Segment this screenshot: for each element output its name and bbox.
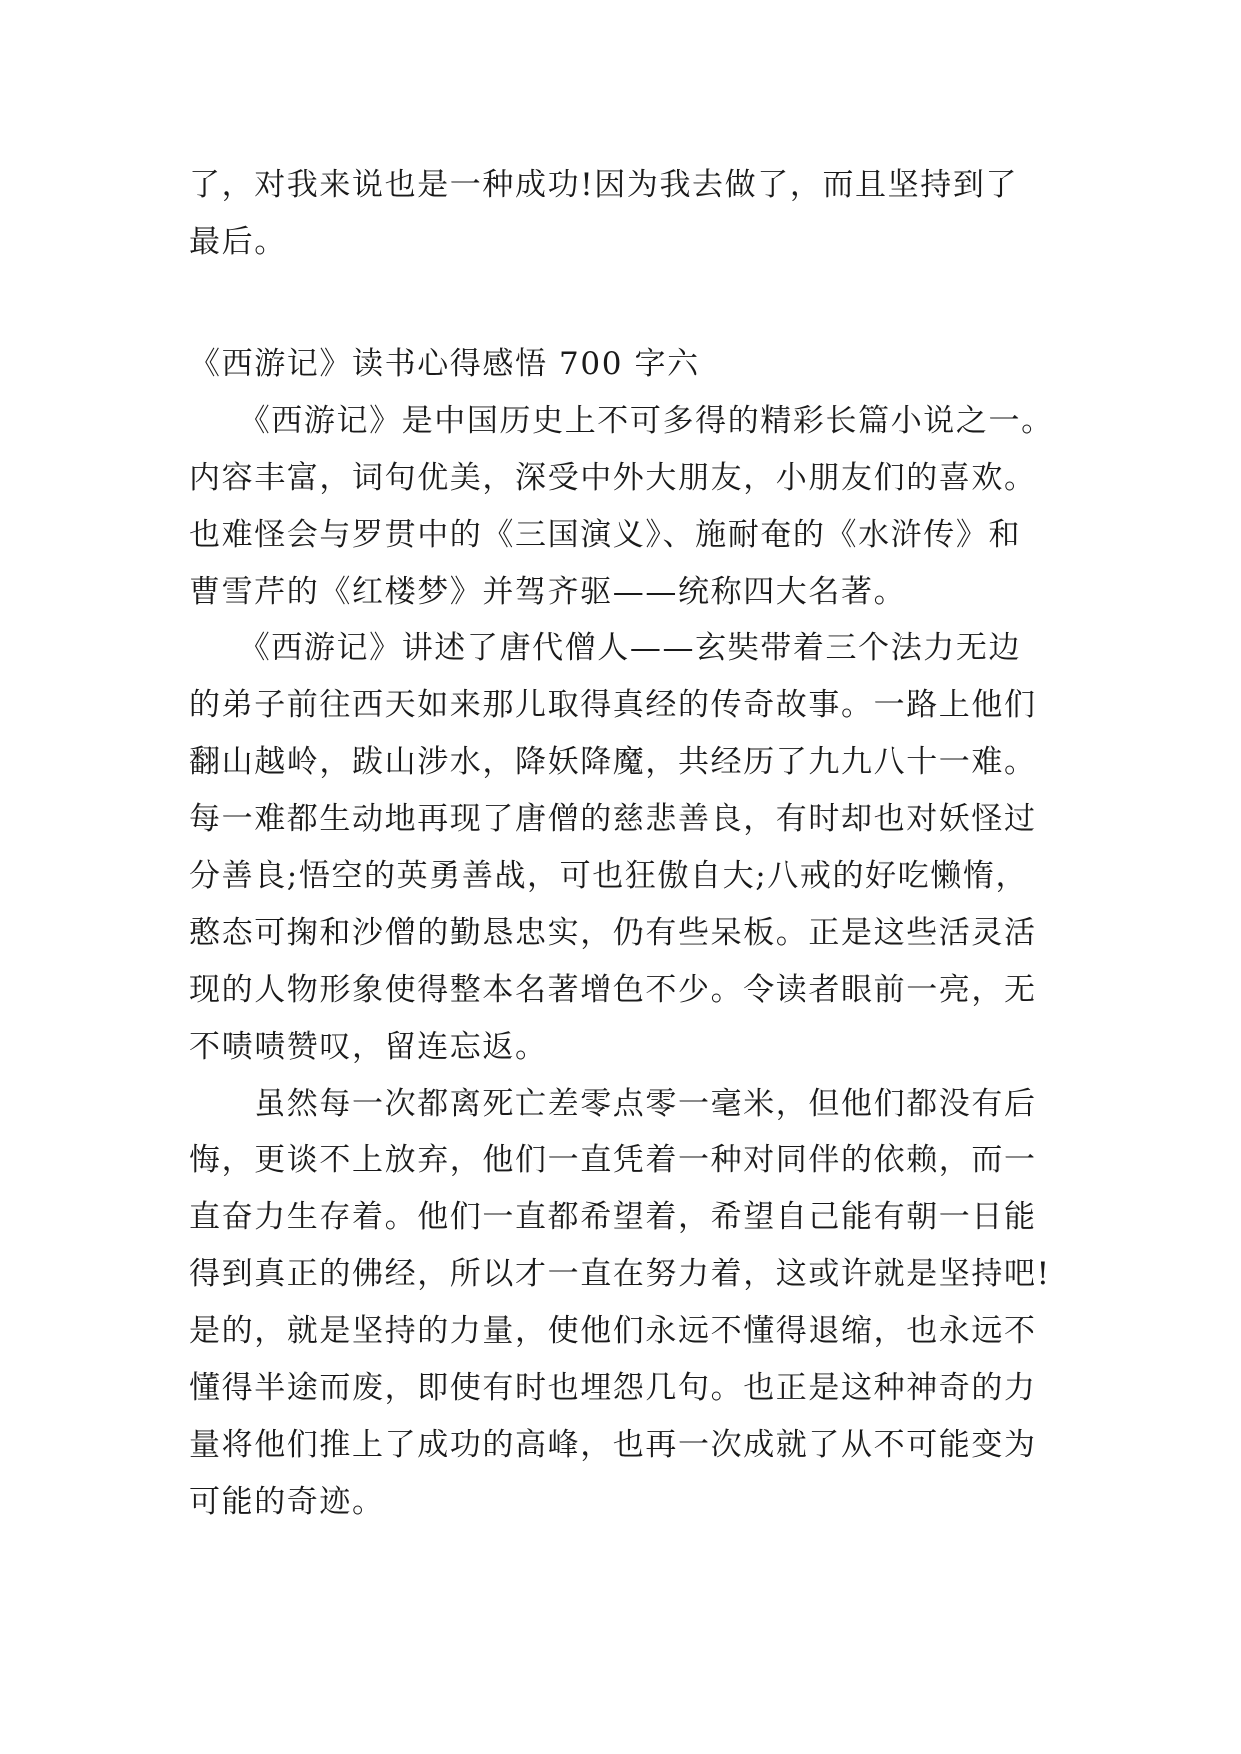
text-line: 懂得半途而废，即使有时也埋怨几句。也正是这种神奇的力 [189,1370,1037,1407]
text-line: 不啧啧赞叹，留连忘返。 [189,1028,548,1065]
text-line: 分善良;悟空的英勇善战，可也狂傲自大;八戒的好吃懒惰， [189,858,1029,895]
text-line: 《西游记》是中国历史上不可多得的精彩长篇小说之一。 [189,402,1054,439]
article-title: 《西游记》读书心得感悟 700 字六 [189,346,700,382]
article-section [189,336,1069,1531]
text-line: 得到真正的佛经，所以才一直在努力着，这或许就是坚持吧! [189,1256,1051,1293]
text-line: 翻山越岭，跋山涉水，降妖降魔，共经历了九九八十一难。 [189,744,1037,781]
intro-paragraph [189,157,1069,271]
text-line: 可能的奇迹。 [189,1483,385,1520]
text-line: 现的人物形象使得整本名著增色不少。令读者眼前一亮，无 [189,971,1037,1008]
text-line: 是的，就是坚持的力量，使他们永远不懂得退缩，也永远不 [189,1313,1037,1350]
text-line: 憨态可掬和沙僧的勤恳忠实，仍有些呆板。正是这些活灵活 [189,914,1037,951]
text-line: 了，对我来说也是一种成功!因为我去做了，而且坚持到了 [189,167,1019,203]
text-line: 的弟子前往西天如来那儿取得真经的传奇故事。一路上他们 [189,687,1037,724]
text-line: 《西游记》讲述了唐代僧人——玄奘带着三个法力无边 [189,630,1022,667]
text-line: 虽然每一次都离死亡差零点零一毫米，但他们都没有后 [189,1085,1037,1122]
text-line: 也难怪会与罗贯中的《三国演义》、施耐奄的《水浒传》和 [189,516,1022,553]
text-line: 悔，更谈不上放弃，他们一直凭着一种对同伴的依赖，而一 [189,1142,1037,1179]
text-line: 曹雪芹的《红楼梦》并驾齐驱——统称四大名著。 [189,573,907,610]
text-line: 量将他们推上了成功的高峰，也再一次成就了从不可能变为 [189,1426,1037,1463]
text-line: 每一难都生动地再现了唐僧的慈悲善良，有时却也对妖怪过 [189,801,1037,838]
text-line: 内容丰富，词句优美，深受中外大朋友，小朋友们的喜欢。 [189,459,1037,496]
text-line: 直奋力生存着。他们一直都希望着，希望自己能有朝一日能 [189,1199,1037,1236]
text-line: 最后。 [189,223,287,260]
